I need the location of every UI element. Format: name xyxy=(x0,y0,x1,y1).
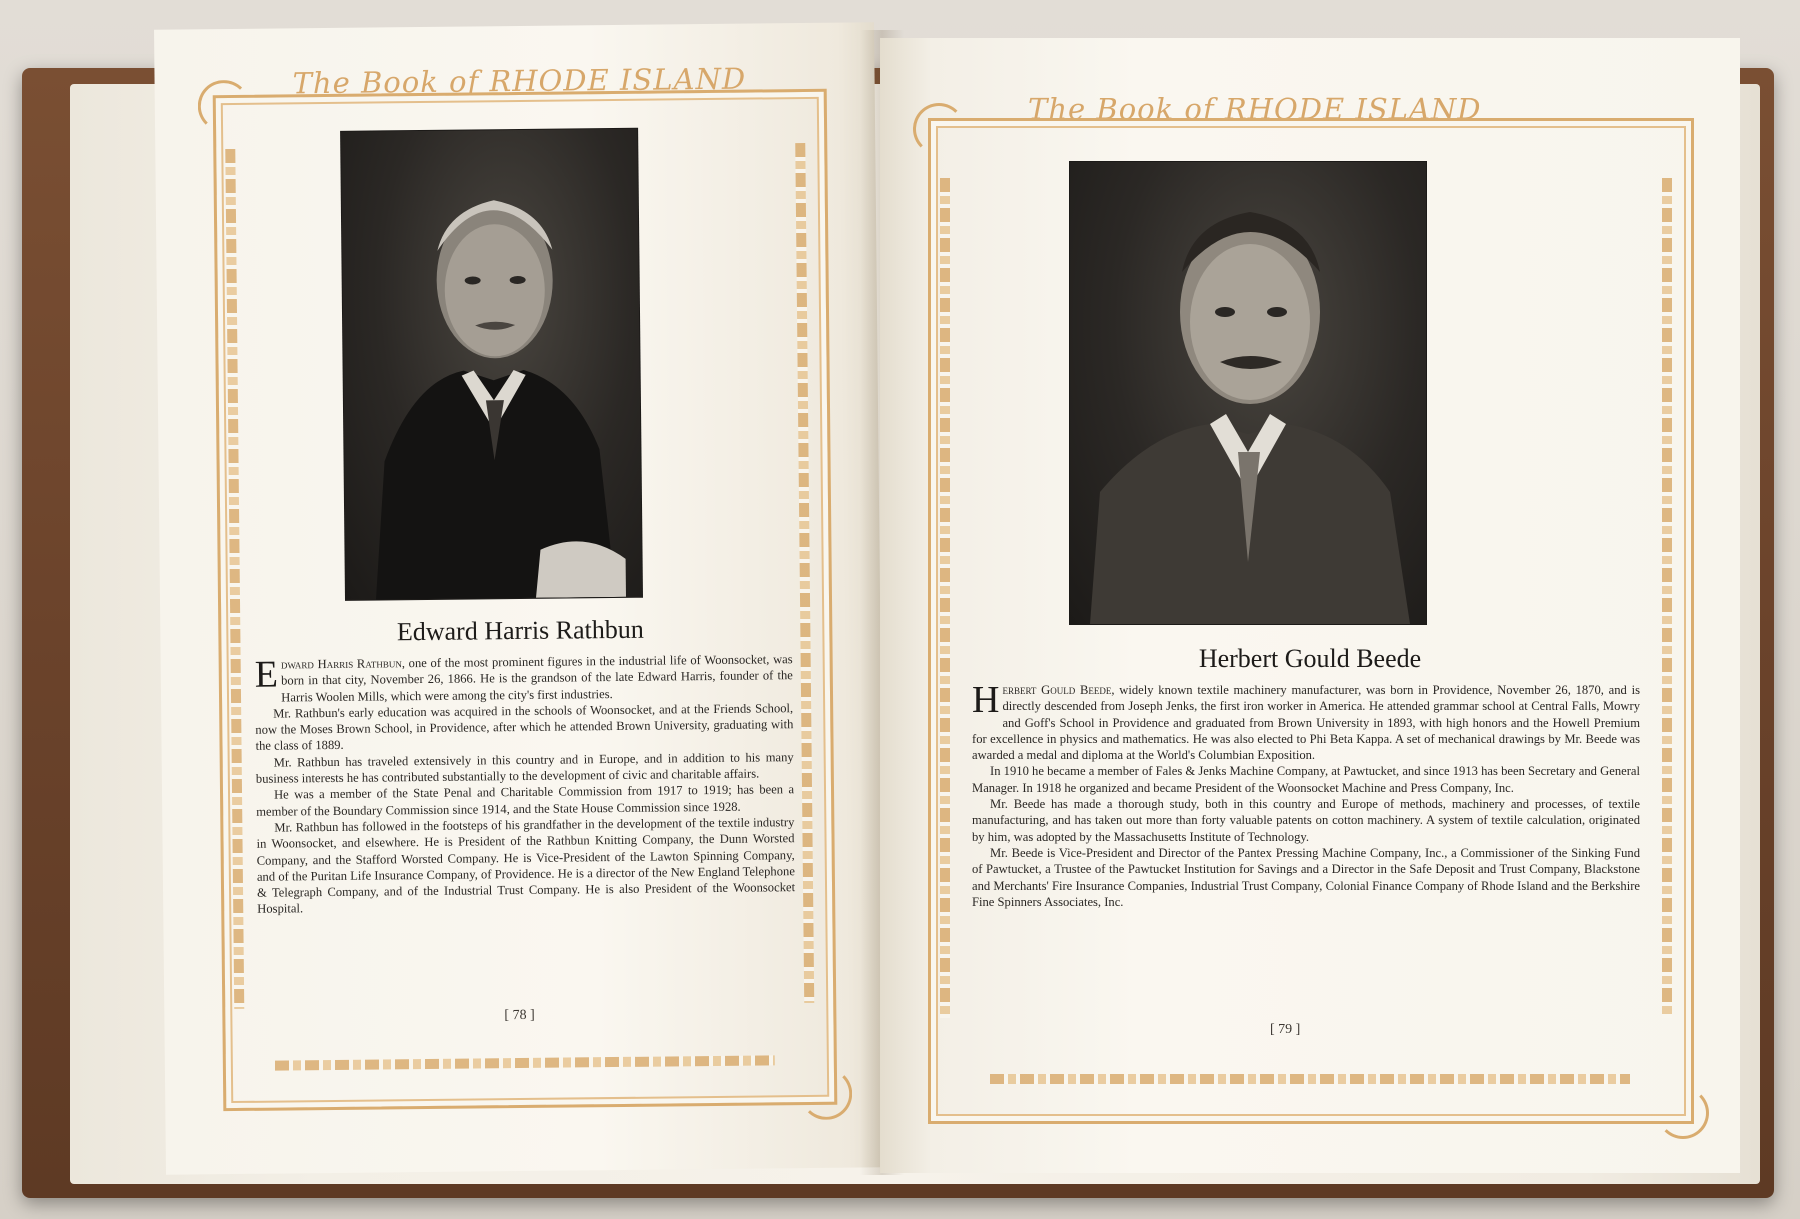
portrait-edward-harris-rathbun xyxy=(341,129,642,600)
bio-paragraph-4: He was a member of the State Penal and Charitable Commission from 1917 to 1919; has been a member of the Boundary Commission since 1914, and the State House Commission since 1928. xyxy=(256,782,795,819)
bio-paragraph-3: Mr. Rathbun has traveled extensively in this country and in Europe, and in addition to his many business interests he has contributed substantially to the development of civic and charitable affairs. xyxy=(255,749,794,786)
bio-paragraph-5: Mr. Rathbun has followed in the footsteps of his grandfather in the development of the textile industry in Woonsocket, and elsewhere. He is President of the Rathbun Knitting Company, the Dunn Worsted Company, and the Stafford Worsted Company. He is Vice-President of the Lawton Spinning Company, and of the Puritan Life Insurance Company, of Providence. He is a director of the New England Telephone & Telegraph Company, and of the Industrial Trust Company. He is also President of the Woonsocket Hospital. xyxy=(256,815,796,917)
page-number-right: [ 79 ] xyxy=(1270,1022,1301,1037)
border-band-side-right-inner xyxy=(940,178,950,1018)
drop-cap-right: H xyxy=(972,679,1000,721)
person-name-right: Herbert Gould Beede xyxy=(1198,644,1422,673)
border-band-side-right-outer xyxy=(1662,178,1672,1018)
bio-paragraph-1: Edward Harris Rathbun, one of the most prominent figures in the industrial life of Woonsocket, was born in that city, November 26, 1866. He is the grandson of the late Edward Harris, founder of the Harris Woolen Mills, which were among the city's first industries. xyxy=(254,652,793,705)
person-name-left: Edward Harris Rathbun xyxy=(396,614,644,647)
bio-paragraph-4: Mr. Beede is Vice-President and Director of the Pantex Pressing Machine Company, Inc., a Commissioner of the Sinking Fund of Pawtucket, a Trustee of the Pawtucket Institution for Savings and a Director in the Safe Deposit and Trust Company, Blackstone and Merchants' Fire Insurance Companies, Industrial Trust Company, Colonial Finance Company of Rhode Island and the Berkshire Fine Spinners Associates, Inc. xyxy=(972,845,1640,909)
right-page xyxy=(880,38,1740,1173)
running-head-left: The Book of RHODE ISLAND xyxy=(292,61,747,101)
bio-lead-name-right: erbert Gould Beede, xyxy=(1002,683,1115,697)
bio-paragraph-2: In 1910 he became a member of Fales & Jenks Machine Company, at Pawtucket, and since 1913 has been Secretary and General Manager. In 1918 he organized and became President of the Woonsocket Machine and Press Company, Inc. xyxy=(972,764,1640,795)
bio-lead-name-left: dward Harris Rathbun, xyxy=(280,656,405,672)
page-number-left: [ 78 ] xyxy=(504,1007,535,1024)
running-head-right: The Book of RHODE ISLAND xyxy=(1028,92,1482,126)
portrait-herbert-gould-beede xyxy=(1070,162,1426,624)
biography-text-right xyxy=(972,679,1640,910)
border-band-bottom-right xyxy=(990,1074,1630,1084)
drop-cap-left: E xyxy=(254,653,279,696)
left-page xyxy=(154,22,886,1174)
bio-paragraph-2: Mr. Rathbun's early education was acquired in the schools of Woonsocket, and at the Friends School, now the Moses Brown School, in Providence, after which he attended Brown University, graduating with the class of 1889. xyxy=(255,701,794,754)
biography-text-left xyxy=(255,651,796,917)
bio-paragraph-1: Herbert Gould Beede, widely known textile machinery manufacturer, was born in Providence, November 26, 1870, and is directly descended from Joseph Jenks, the first iron worker in America. He attended grammar school at Central Falls, Mowry and Goff's School in Providence and graduated from Brown University in 1893, with high honors and the Howell Premium for excellence in physics and mathematics. He was also elected to Phi Beta Kappa. A set of mechanical drawings by Mr. Beede was awarded a medal and diploma at the World's Columbian Exposition. xyxy=(972,679,1640,763)
bio-paragraph-3: Mr. Beede has made a thorough study, both in this country and Europe of methods, machinery and processes, of textile manufacturing, and has taken out more than forty valuable patents on cotton machinery. A system of textile calculation, originated by him, was adopted by the Massachusetts Institute of Technology. xyxy=(972,797,1640,844)
